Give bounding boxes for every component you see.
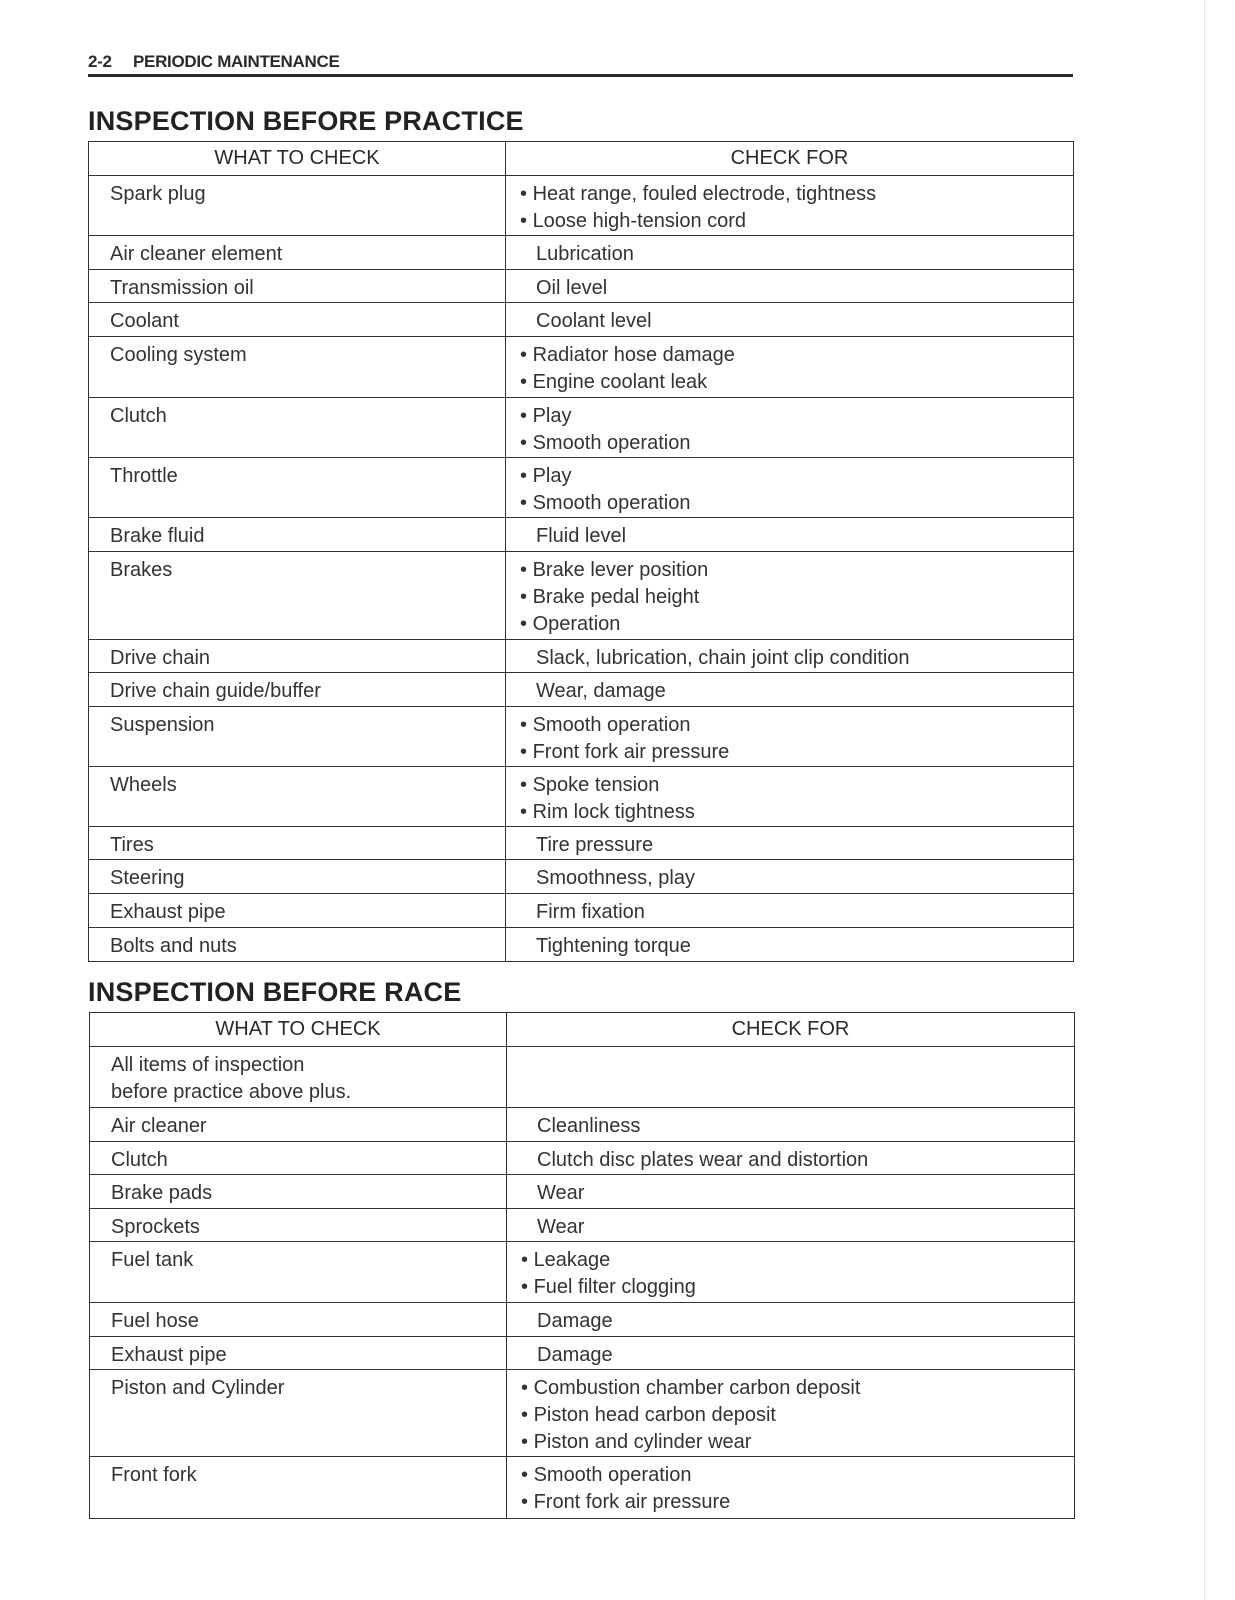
check-for-cell <box>507 1457 1075 1519</box>
check-bullet-item: • Play <box>520 403 1073 430</box>
check-for-cell <box>507 1175 1075 1209</box>
page-edge <box>1204 0 1235 1600</box>
check-bullet-item: • Combustion chamber carbon deposit <box>521 1375 1074 1402</box>
what-to-check-cell: Drive chain <box>89 640 506 673</box>
what-to-check-cell: Drive chain guide/buffer <box>89 673 506 707</box>
what-to-check-cell: Sprockets <box>90 1209 507 1242</box>
check-item: Wear <box>537 1216 585 1238</box>
check-bullet-item: • Spoke tension <box>520 772 1073 799</box>
check-for-cell <box>507 1047 1075 1108</box>
check-bullet-item: • Brake pedal height <box>520 584 1073 611</box>
table-row <box>90 1209 1075 1242</box>
check-item: Firm fixation <box>536 901 645 923</box>
what-to-check-cell: All items of inspection before practice above plus. <box>90 1047 507 1108</box>
check-item: Wear, damage <box>536 680 666 702</box>
check-for-cell <box>506 673 1074 707</box>
check-item: Tire pressure <box>536 834 654 856</box>
check-bullet-item: • Engine coolant leak <box>520 369 1073 396</box>
table-row <box>90 1370 1075 1457</box>
what-to-check-cell: Spark plug <box>89 176 506 236</box>
table-row <box>89 707 1074 767</box>
check-item: Slack, lubrication, chain joint clip condition <box>536 647 910 669</box>
check-bullet-item: • Smooth operation <box>520 430 1073 457</box>
table-row <box>89 673 1074 707</box>
what-to-check-cell: Front fork <box>90 1457 507 1519</box>
what-to-check-cell: Air cleaner element <box>89 236 506 270</box>
check-bullet-item: • Operation <box>520 611 1073 638</box>
check-for-cell <box>506 458 1074 518</box>
check-item: Fluid level <box>536 525 627 547</box>
check-for-cell <box>506 176 1074 236</box>
check-bullet-item: • Smooth operation <box>521 1462 1074 1489</box>
col-what-to-check: WHAT TO CHECK <box>90 1013 507 1047</box>
table-row <box>90 1457 1075 1519</box>
race-heading: INSPECTION BEFORE RACE <box>88 977 462 1007</box>
check-bullet-item: • Brake lever position <box>520 557 1073 584</box>
what-to-check-cell: Cooling system <box>89 337 506 398</box>
what-to-check-cell: Exhaust pipe <box>90 1337 507 1370</box>
table-row <box>90 1303 1075 1337</box>
table-row <box>89 928 1074 962</box>
check-bullet-item: • Smooth operation <box>520 490 1073 517</box>
check-for-cell <box>506 707 1074 767</box>
check-item: Cleanliness <box>537 1115 641 1137</box>
check-for-cell <box>506 337 1074 398</box>
table-row <box>89 767 1074 827</box>
what-to-check-cell: Air cleaner <box>90 1108 507 1142</box>
what-to-check-cell: Bolts and nuts <box>89 928 506 962</box>
check-for-cell <box>506 767 1074 827</box>
check-for-cell <box>507 1337 1075 1370</box>
check-for-cell <box>506 303 1074 337</box>
check-for-cell <box>506 928 1074 962</box>
what-to-check-cell: Exhaust pipe <box>89 894 506 928</box>
table-row <box>89 398 1074 458</box>
check-bullet-item: • Front fork air pressure <box>520 739 1073 766</box>
practice-table <box>88 141 1074 962</box>
table-row <box>89 860 1074 894</box>
table-row <box>90 1337 1075 1370</box>
section-title: PERIODIC MAINTENANCE <box>133 52 340 71</box>
table-row <box>90 1047 1075 1108</box>
check-bullet-item: • Rim lock tightness <box>520 799 1073 826</box>
table-row <box>89 827 1074 860</box>
check-for-cell <box>507 1303 1075 1337</box>
what-to-check-cell: Clutch <box>89 398 506 458</box>
what-to-check-cell: Transmission oil <box>89 270 506 303</box>
col-check-for: CHECK FOR <box>507 1013 1075 1047</box>
table-row <box>89 894 1074 928</box>
col-check-for: CHECK FOR <box>506 142 1074 176</box>
check-for-cell <box>506 894 1074 928</box>
what-to-check-cell: Throttle <box>89 458 506 518</box>
page-header <box>88 50 1073 77</box>
check-item: Lubrication <box>536 243 634 265</box>
check-bullet-item: • Piston head carbon deposit <box>521 1402 1074 1429</box>
check-for-cell <box>507 1209 1075 1242</box>
check-bullet-item: • Play <box>520 463 1073 490</box>
practice-heading: INSPECTION BEFORE PRACTICE <box>88 106 524 136</box>
check-for-cell <box>507 1242 1075 1303</box>
table-row <box>89 552 1074 640</box>
check-for-cell <box>506 518 1074 552</box>
check-bullet-item: • Loose high-tension cord <box>520 208 1073 235</box>
check-for-cell <box>507 1370 1075 1457</box>
race-table <box>89 1012 1075 1519</box>
table-row <box>89 337 1074 398</box>
check-bullet-item: • Smooth operation <box>520 712 1073 739</box>
check-for-cell <box>506 236 1074 270</box>
check-item: Coolant level <box>536 310 652 332</box>
what-to-check-cell: Fuel hose <box>90 1303 507 1337</box>
table-row <box>90 1175 1075 1209</box>
table-row <box>89 518 1074 552</box>
check-bullet-item: • Heat range, fouled electrode, tightness <box>520 181 1073 208</box>
check-bullet-item: • Leakage <box>521 1247 1074 1274</box>
what-to-check-cell: Suspension <box>89 707 506 767</box>
table-row <box>89 458 1074 518</box>
what-to-check-cell: Wheels <box>89 767 506 827</box>
what-to-check-cell: Tires <box>89 827 506 860</box>
table-row <box>89 303 1074 337</box>
check-for-cell <box>507 1142 1075 1175</box>
check-item: Damage <box>537 1310 613 1332</box>
col-what-to-check: WHAT TO CHECK <box>89 142 506 176</box>
page-number: 2-2 <box>88 52 112 71</box>
check-item: Wear <box>537 1182 585 1204</box>
what-to-check-cell: Brakes <box>89 552 506 640</box>
check-bullet-item: • Radiator hose damage <box>520 342 1073 369</box>
check-bullet-item: • Fuel filter clogging <box>521 1274 1074 1301</box>
table-row <box>89 176 1074 236</box>
what-to-check-cell: Clutch <box>90 1142 507 1175</box>
check-item: Clutch disc plates wear and distortion <box>537 1149 869 1171</box>
what-to-check-cell: Coolant <box>89 303 506 337</box>
check-for-cell <box>506 827 1074 860</box>
what-to-check-cell: Steering <box>89 860 506 894</box>
table-row <box>89 270 1074 303</box>
check-for-cell <box>506 398 1074 458</box>
check-item: Smoothness, play <box>536 867 695 889</box>
check-for-cell <box>507 1108 1075 1142</box>
table-row <box>90 1108 1075 1142</box>
what-to-check-cell: Brake fluid <box>89 518 506 552</box>
what-to-check-cell: Piston and Cylinder <box>90 1370 507 1457</box>
check-item: Oil level <box>536 277 608 299</box>
what-to-check-cell: Brake pads <box>90 1175 507 1209</box>
check-for-cell <box>506 270 1074 303</box>
check-bullet-item: • Piston and cylinder wear <box>521 1429 1074 1456</box>
check-for-cell <box>506 860 1074 894</box>
check-for-cell <box>506 640 1074 673</box>
what-to-check-cell: Fuel tank <box>90 1242 507 1303</box>
check-item: Tightening torque <box>536 935 691 957</box>
check-for-cell <box>506 552 1074 640</box>
table-row <box>90 1142 1075 1175</box>
check-item: Damage <box>537 1344 613 1366</box>
table-row <box>90 1242 1075 1303</box>
table-row <box>89 236 1074 270</box>
check-bullet-item: • Front fork air pressure <box>521 1489 1074 1516</box>
table-row <box>89 640 1074 673</box>
